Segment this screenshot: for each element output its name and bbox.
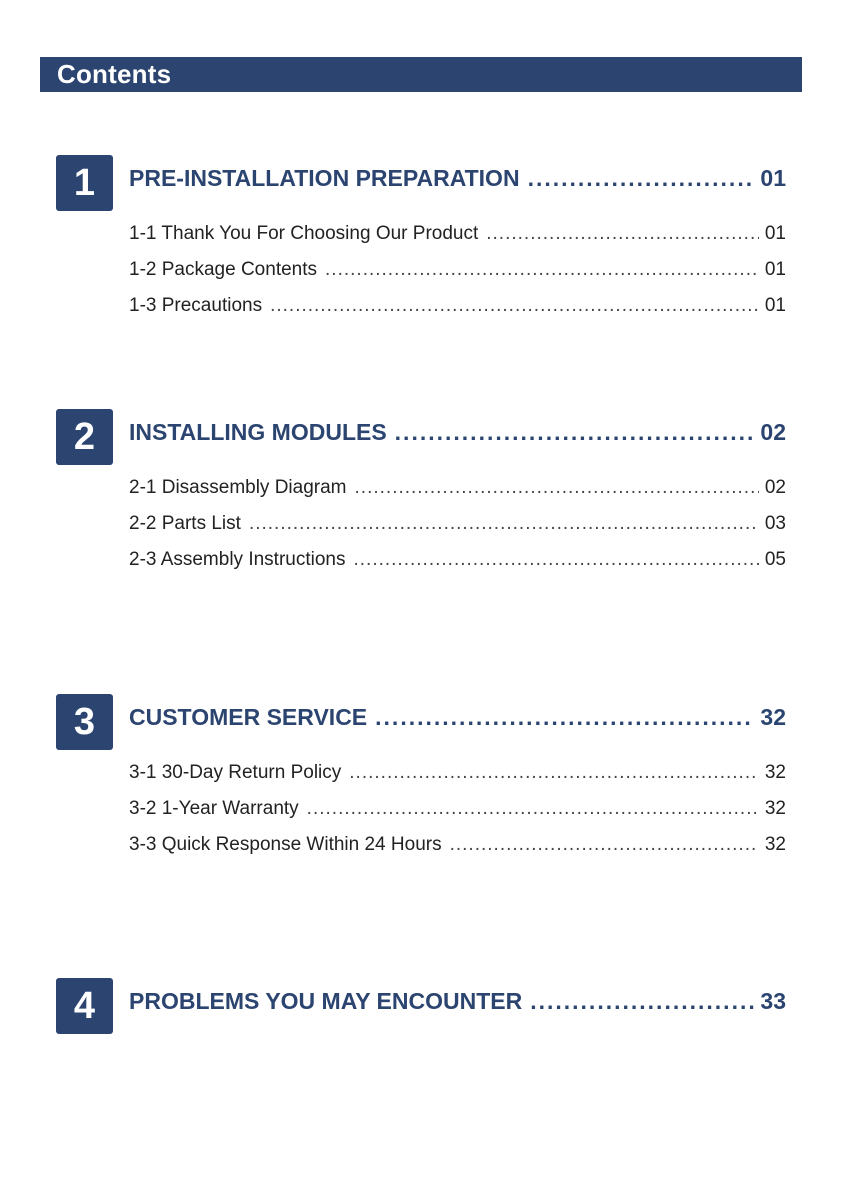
toc-page-number: 05 <box>764 549 786 570</box>
toc-entry-1-2[interactable] <box>129 259 786 281</box>
toc-entry-1-1[interactable] <box>129 223 786 245</box>
toc-item-label: 3-1 30-Day Return Policy <box>129 762 342 783</box>
toc-section-title: PROBLEMS YOU MAY ENCOUNTER <box>129 988 523 1014</box>
toc-entry-1-3[interactable] <box>129 295 786 317</box>
toc-item-label: 1-1 Thank You For Choosing Our Product <box>129 223 479 244</box>
toc-item-label: 3-2 1-Year Warranty <box>129 798 299 819</box>
toc-item-label: 1-2 Package Contents <box>129 259 318 280</box>
page-title: Contents <box>57 59 172 89</box>
toc-entry-problems-you-may-encounter[interactable] <box>129 988 786 1015</box>
dot-leader <box>528 165 755 192</box>
toc-page-number: 03 <box>764 513 786 534</box>
toc-item-label: 2-3 Assembly Instructions <box>129 549 346 570</box>
toc-page-number: 02 <box>760 419 786 445</box>
dot-leader <box>353 549 758 571</box>
dot-leader <box>486 223 759 245</box>
toc-item-label: 2-1 Disassembly Diagram <box>129 477 347 498</box>
dot-leader <box>355 477 759 499</box>
toc-section-title: CUSTOMER SERVICE <box>129 704 368 730</box>
toc-entry-2-3[interactable] <box>129 549 786 571</box>
section-number-badge: 1 <box>56 155 113 211</box>
dot-leader <box>375 704 754 731</box>
toc-section-title: PRE-INSTALLATION PREPARATION <box>129 165 520 191</box>
dot-leader <box>349 762 759 784</box>
toc-page-number: 32 <box>760 704 786 730</box>
toc-page-number: 01 <box>764 223 786 244</box>
dot-leader <box>450 834 759 856</box>
section-number-badge: 2 <box>56 409 113 465</box>
toc-page-number: 32 <box>764 798 786 819</box>
dot-leader <box>325 259 759 281</box>
toc-entry-3-2[interactable] <box>129 798 786 820</box>
toc-entry-pre-installation-preparation[interactable] <box>129 165 786 192</box>
toc-entry-3-1[interactable] <box>129 762 786 784</box>
contents-header-bar <box>40 57 802 92</box>
toc-page-number: 01 <box>764 295 786 316</box>
toc-entry-2-2[interactable] <box>129 513 786 535</box>
toc-item-label: 3-3 Quick Response Within 24 Hours <box>129 834 442 855</box>
toc-page-number: 01 <box>764 259 786 280</box>
toc-entry-customer-service[interactable] <box>129 704 786 731</box>
dot-leader <box>395 419 755 446</box>
dot-leader <box>307 798 759 820</box>
toc-entry-3-3[interactable] <box>129 834 786 856</box>
toc-entry-installing-modules[interactable] <box>129 419 786 446</box>
toc-item-label: 2-2 Parts List <box>129 513 241 534</box>
section-number-badge: 4 <box>56 978 113 1034</box>
toc-item-label: 1-3 Precautions <box>129 295 263 316</box>
toc-page-number: 32 <box>764 762 786 783</box>
toc-page-number: 01 <box>760 165 786 191</box>
dot-leader <box>270 295 759 317</box>
toc-entry-2-1[interactable] <box>129 477 786 499</box>
toc-page-number: 02 <box>764 477 786 498</box>
toc-page-number: 33 <box>760 988 786 1014</box>
toc-section-title: INSTALLING MODULES <box>129 419 387 445</box>
toc-page-number: 32 <box>764 834 786 855</box>
section-number-badge: 3 <box>56 694 113 750</box>
dot-leader <box>249 513 759 535</box>
dot-leader <box>530 988 754 1015</box>
